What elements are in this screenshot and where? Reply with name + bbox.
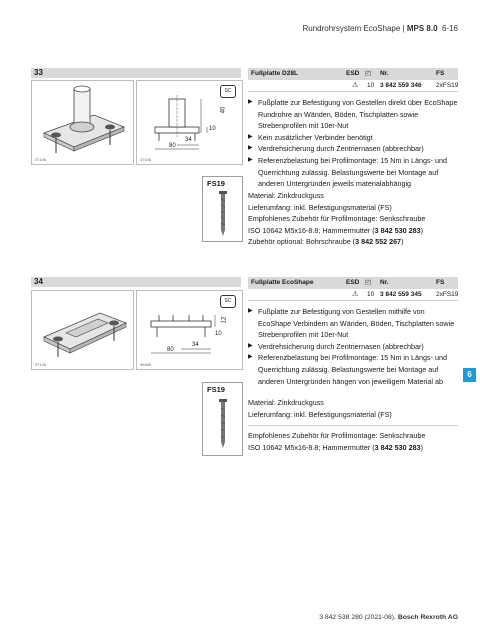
lieferumfang-text: Lieferumfang: inkl. Befestigungsmaterial (FS) [248, 409, 392, 419]
empf2-num: 3 842 530 283 [374, 442, 421, 452]
empfohlen-text-2 [248, 225, 463, 237]
package-icon: ◰ [365, 279, 372, 286]
section-33-table-header [248, 68, 458, 80]
dim-80: 80 [169, 143, 176, 149]
footplate-ecoshape-illustration [32, 291, 133, 369]
divider [248, 425, 458, 426]
section-34-number-strip [31, 277, 241, 287]
page-footer [319, 614, 458, 621]
header-page: 6-16 [441, 24, 458, 33]
dim-34: 34 [192, 342, 199, 348]
footer-code: 3 842 538 280 (2021-08), [319, 614, 398, 621]
dim-34: 34 [185, 137, 192, 143]
empf2-num: 3 842 530 283 [374, 225, 421, 235]
dim-10: 10 [209, 126, 216, 132]
th-fs: FS [436, 70, 445, 77]
section-34-details [248, 397, 463, 453]
empfohlen-text: Empfohlenes Zubehör für Profilmontage: Senkschraube [248, 431, 426, 441]
section-33-product-image [31, 80, 134, 165]
bullet-item: ▶ Verdrehsicherung durch Zentriernasen (abbrechbar) [248, 143, 458, 155]
empf2-post: ) [420, 225, 424, 235]
opt-pre: Zubehör optional: Bohrschraube ( [248, 237, 356, 247]
section-33-dimension-drawing [136, 80, 243, 165]
dim-10: 10 [215, 331, 222, 337]
sc-icon [220, 85, 236, 98]
th-esd: ESD [346, 70, 360, 77]
image-id-label: 37145 [35, 362, 47, 367]
th-fs: FS [436, 279, 445, 286]
material-text: Material: Zinkdruckguss [248, 191, 324, 200]
td-qty: 10 [367, 291, 375, 298]
page-header [302, 24, 458, 33]
warning-icon: ⚠ [352, 82, 359, 89]
empfohlen-text: Empfohlenes Zubehör für Profilmontage: Senkschraube [248, 214, 426, 224]
package-icon: ◰ [365, 70, 372, 77]
image-id-label-2: 36455 [140, 362, 152, 367]
bullet-item: ▶ Fußplatte zur Befestigung von Gestellen mithilfe von EcoShape Verbindern an Wänden, Böden, Tischplatten sowie Strebenprofilen mit 10er-Nut [248, 306, 458, 341]
section-34-product-image [31, 290, 134, 370]
footplate-d28l-illustration [32, 81, 133, 164]
th-nr: Nr. [380, 70, 389, 77]
sc-icon-label: SC [224, 298, 232, 304]
opt-post: ) [401, 237, 404, 247]
chapter-tab[interactable] [463, 368, 476, 382]
section-33-bullets [248, 97, 458, 190]
section-33-fs19-box [202, 176, 243, 242]
sc-icon-label: SC [224, 88, 232, 94]
section-34-table-header [248, 277, 458, 289]
empf2-post: ) [420, 442, 424, 452]
bullet-item: ▶ Verdrehsicherung durch Zentriernasen (abbrechbar) [248, 341, 458, 353]
th-product: Fußplatte EcoShape [251, 279, 314, 286]
header-separator: | [400, 24, 407, 33]
sc-icon [220, 295, 236, 308]
td-nr: 3 842 559 346 [380, 82, 422, 89]
optional-text [248, 236, 463, 248]
bullet-item: ▶ Kein zusätzlicher Verbinder benötigt [248, 132, 458, 144]
section-33-number: 33 [34, 68, 43, 77]
chapter-tab-label: 6 [467, 370, 472, 379]
td-fs: 2xFS19 [436, 291, 459, 298]
dim-40: 40 [220, 106, 227, 114]
fs19-label: FS19 [207, 385, 225, 394]
opt-num: 3 842 552 267 [355, 237, 402, 247]
header-product: MPS 8.0 [406, 24, 438, 33]
td-nr: 3 842 559 345 [380, 291, 422, 298]
section-34-number: 34 [34, 277, 43, 286]
fs19-label: FS19 [207, 179, 225, 188]
section-33-details [248, 190, 463, 248]
empf2-pre: ISO 10642 M5x16-8.8; Hammermutter ( [248, 442, 375, 452]
footer-brand: Bosch Rexroth AG [397, 614, 458, 621]
bullet-item: ▶ Referenzbelastung bei Profilmontage: 15 Nm in Längs- und Querrichtung zulässig. Belastungswerte bei Montage auf anderen Untergründen jeweils materialabhängig [248, 155, 458, 190]
section-34-dimension-drawing [136, 290, 243, 370]
header-title: Rundrohrsystem EcoShape [302, 24, 401, 33]
material-text: Material: Zinkdruckguss [248, 398, 324, 407]
section-33-table-row [248, 80, 458, 92]
section-34-table-row [248, 289, 458, 301]
empfohlen-text-2 [248, 442, 463, 454]
th-product: Fußplatte D28L [251, 70, 298, 77]
dim-80: 80 [167, 347, 174, 353]
bullet-item: ▶ Referenzbelastung bei Profilmontage: 15 Nm in Längs- und Querrichtung zulässig. Belastungswerte bei Montage auf anderen Untergründen hängen von jeweiligem Material ab [248, 352, 458, 387]
image-id-label-2: 37146 [140, 157, 152, 162]
lieferumfang-text: Lieferumfang: inkl. Befestigungsmaterial (FS) [248, 202, 392, 212]
empf2-pre: ISO 10642 M5x16-8.8; Hammermutter ( [248, 225, 375, 235]
warning-icon: ⚠ [352, 291, 359, 298]
bullet-item: ▶ Fußplatte zur Befestigung von Gestellen direkt über EcoShape Rundrohre an Wänden, Böden, Tischplatten sowie Strebenprofilen mit 10er-Nut [248, 97, 458, 132]
screw-icon [217, 191, 229, 237]
section-34-bullets [248, 306, 458, 387]
section-34-fs19-box [202, 382, 243, 456]
section-33-number-strip [31, 68, 241, 78]
screw-icon [217, 399, 229, 449]
td-fs: 2xFS19 [436, 82, 459, 89]
image-id-label: 37146 [35, 157, 47, 162]
th-esd: ESD [346, 279, 360, 286]
td-qty: 10 [367, 82, 375, 89]
th-nr: Nr. [380, 279, 389, 286]
dim-12: 12 [221, 316, 228, 324]
